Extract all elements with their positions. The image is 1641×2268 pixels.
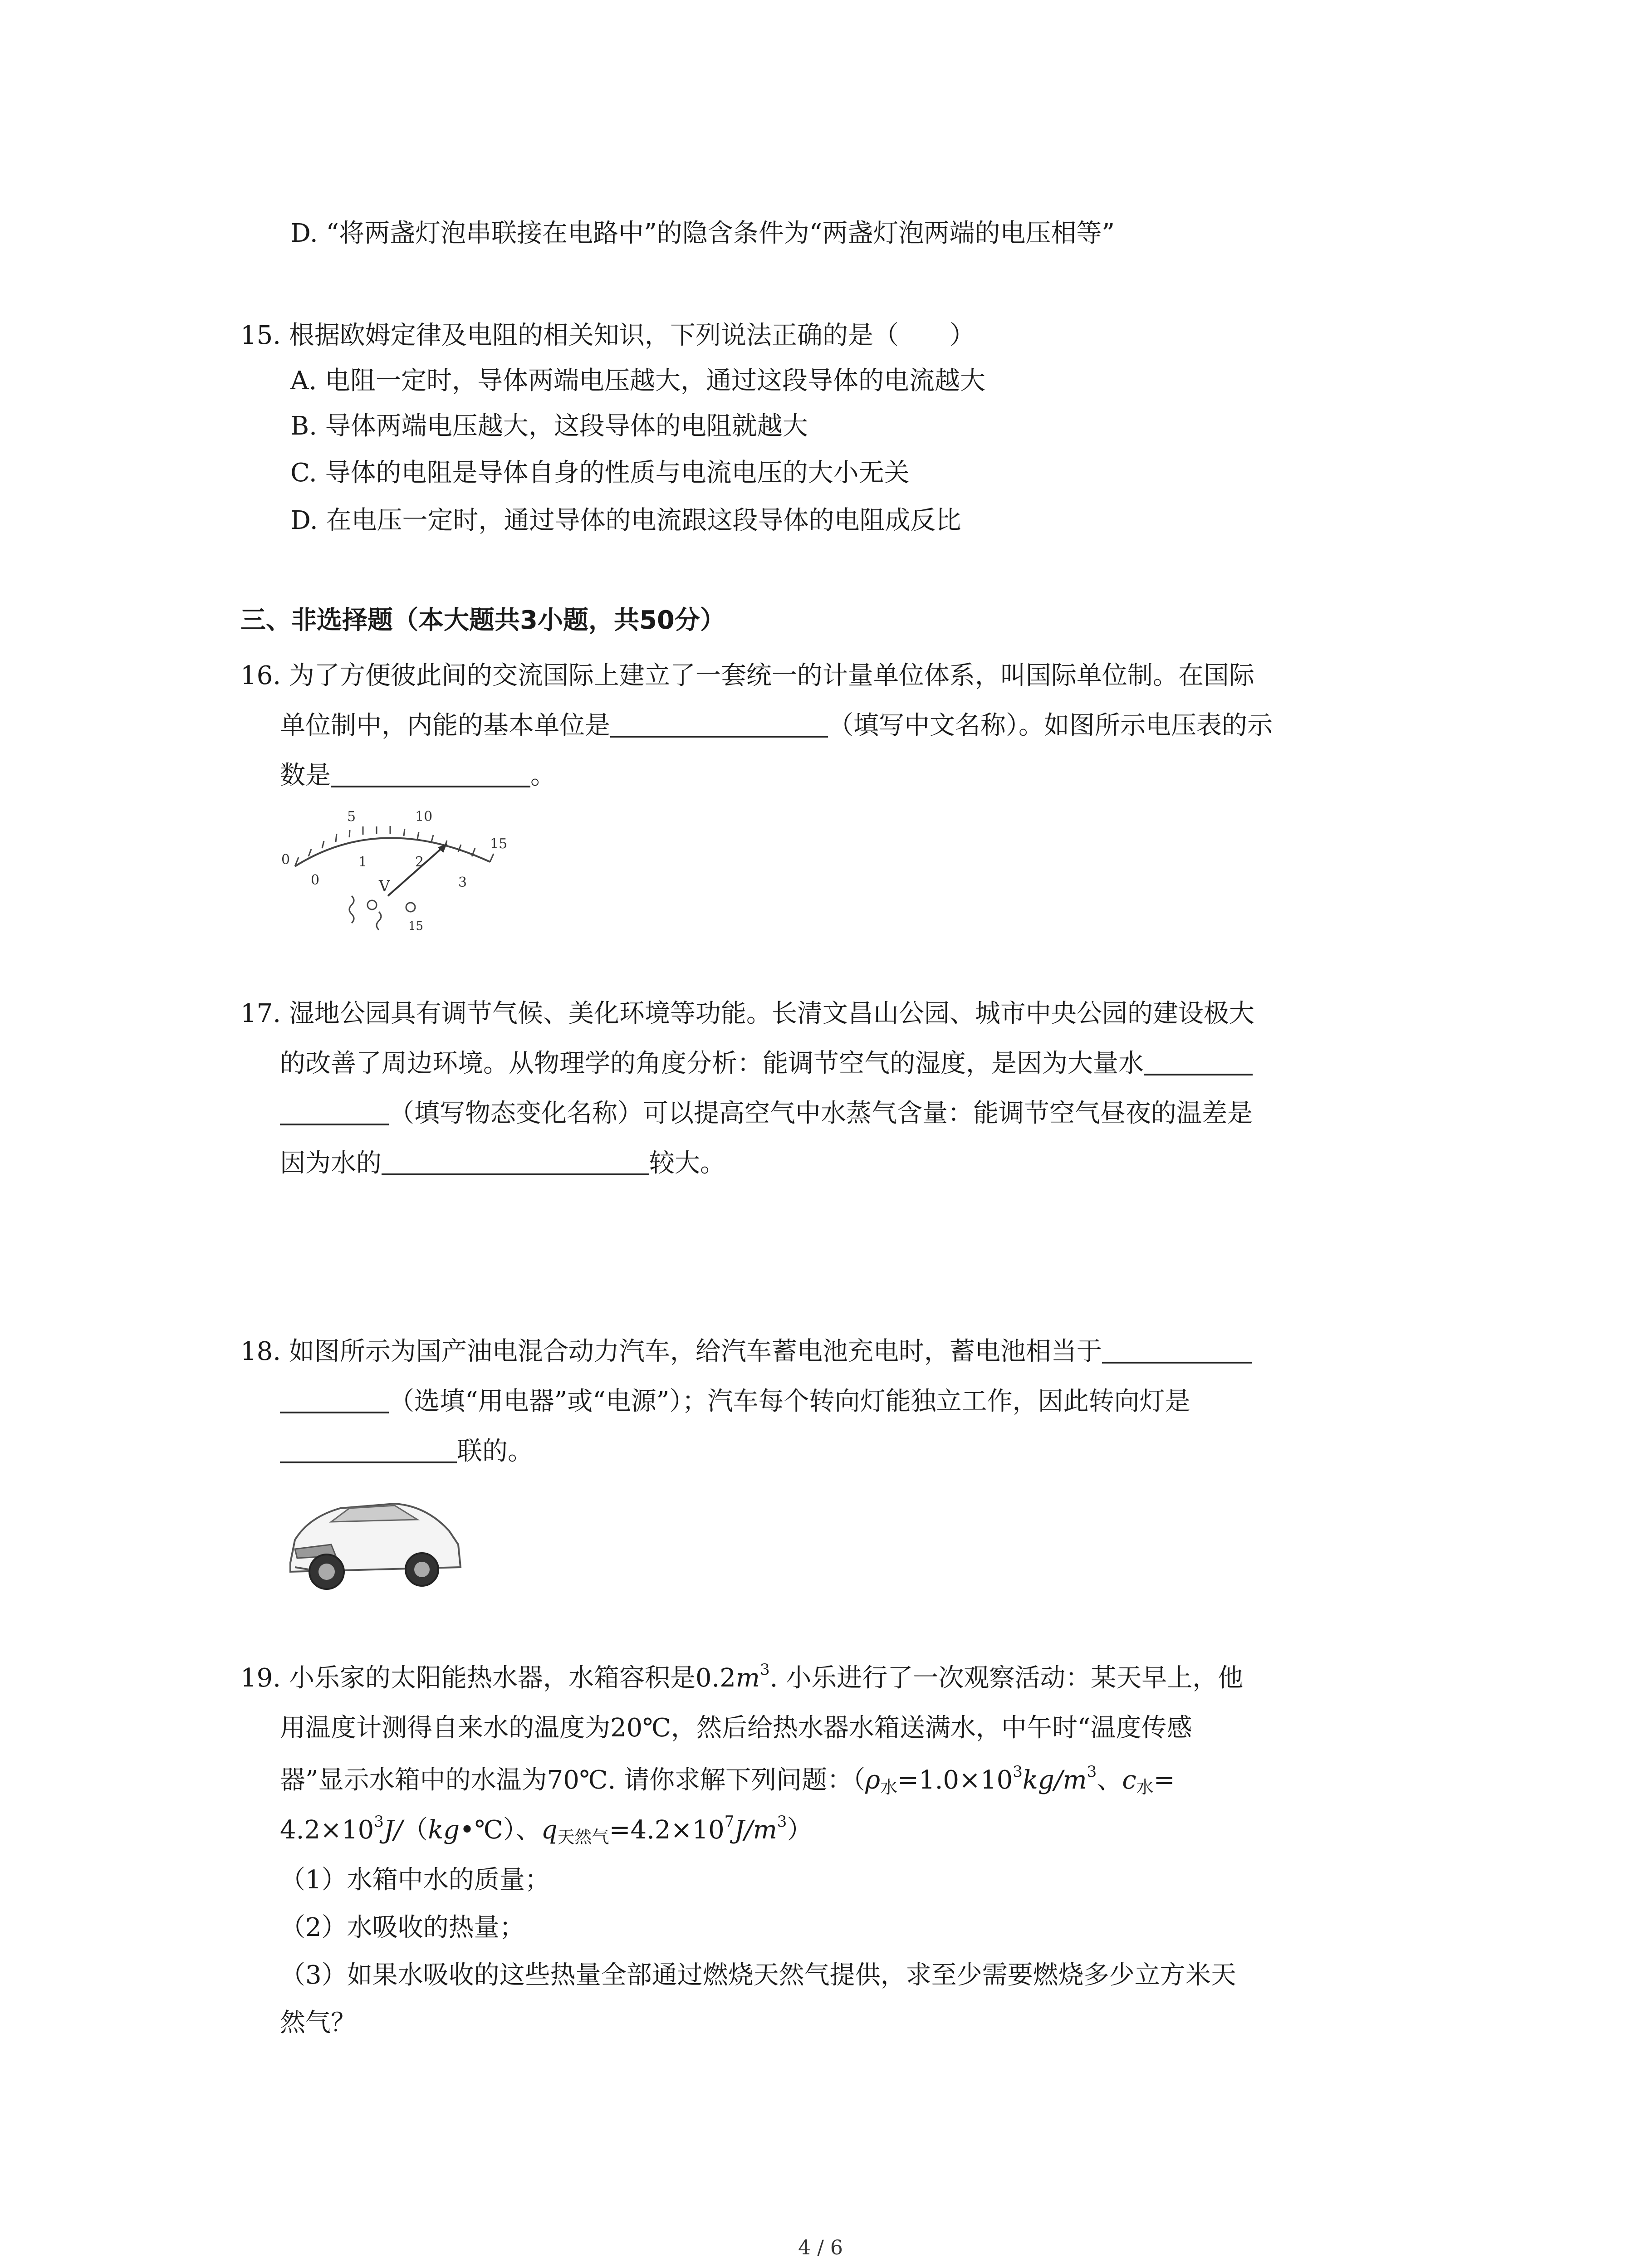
q18-line-2-text: （选填“用电器”或“电源”）；汽车每个转向灯能独立工作，因此转向灯是: [389, 1387, 1190, 1416]
voltmeter-needle: [388, 844, 447, 896]
q19-line-4: [280, 1812, 812, 1848]
voltmeter-terminals: [349, 896, 415, 930]
page-number: 4 / 6: [798, 2236, 843, 2259]
q19-q: q: [541, 1815, 558, 1845]
q19-rho-exp: 3: [1013, 1763, 1023, 1781]
q19-equals: =: [1153, 1765, 1175, 1795]
q15-option-d: D. 在电压一定时，通过导体的电流跟这段导体的电阻成反比: [290, 506, 961, 535]
q19-line-1: [240, 1660, 1243, 1696]
q19-separator: 、: [1097, 1765, 1122, 1795]
answer-blank-phase-change-b[interactable]: [280, 1096, 389, 1125]
q17-line-3: [280, 1095, 1253, 1132]
q19-c-value: 4.2×10: [280, 1815, 374, 1845]
voltmeter-ticks: [295, 826, 494, 866]
answer-blank-battery-role-a[interactable]: [1102, 1334, 1252, 1364]
q19-part-3: （3）如果水吸收的这些热量全部通过燃烧天然气提供，求至少需要燃烧多少立方米天: [280, 1960, 1236, 1990]
q19-line-1-text-a: 19. 小乐家的太阳能热水器，水箱容积是0.2: [240, 1663, 736, 1693]
q19-rho-unit: kg/m: [1022, 1765, 1087, 1795]
q16-line-2-text-b: （填写中文名称）。如图所示电压表的示: [828, 711, 1273, 740]
voltmeter-figure: [277, 798, 513, 934]
q19-part-2: （2）水吸收的热量；: [280, 1913, 525, 1942]
q14-option-d: D. “将两盏灯泡串联接在电路中”的隐含条件为“两盏灯泡两端的电压相等”: [290, 219, 1115, 248]
q17-line-4-text-b: 较大。: [649, 1149, 725, 1178]
q19-part-1: （1）水箱中水的质量；: [280, 1865, 550, 1895]
voltmeter-inner-tick-0: 0: [311, 872, 320, 888]
q19-line-3-text-a: 器”显示水箱中的水温为70℃. 请你求解下列问题：（: [280, 1765, 866, 1795]
q19-rho: ρ: [865, 1765, 881, 1795]
answer-blank-connection[interactable]: [280, 1434, 457, 1463]
q15-option-b: B. 导体两端电压越大，这段导体的电阻就越大: [290, 411, 808, 441]
q16-line-3-text-b: 。: [530, 761, 556, 790]
answer-blank-phase-change-a[interactable]: [1144, 1046, 1253, 1075]
q17-line-2-text: 的改善了周边环境。从物理学的角度分析：能调节空气的湿度，是因为大量水: [280, 1049, 1144, 1078]
q19-c-unit-c: •℃）、: [460, 1815, 541, 1845]
answer-blank-unit[interactable]: [610, 709, 828, 738]
q19-line-1-text-b: . 小乐进行了一次观察活动：某天早上，他: [769, 1663, 1244, 1693]
q17-line-4: [280, 1145, 725, 1182]
voltmeter-inner-tick-1: 1: [358, 854, 367, 870]
q17-line-2: [280, 1046, 1253, 1082]
q18-line-2: [280, 1383, 1190, 1420]
answer-blank-property[interactable]: [382, 1146, 649, 1175]
voltmeter-inner-tick-2: 2: [415, 854, 424, 870]
voltmeter-outer-tick-15: 15: [490, 836, 508, 852]
q18-line-3-text: 联的。: [457, 1437, 533, 1466]
section-3-title: 三、非选择题（本大题共3小题，共50分）: [240, 606, 725, 635]
voltmeter-terminal-label: 15: [408, 919, 424, 933]
q16-line-1: 16. 为了方便彼此间的交流国际上建立了一套统一的计量单位体系，叫国际单位制。在国际: [240, 661, 1254, 690]
q19-q-exp: 7: [724, 1813, 735, 1831]
q19-c-unit-j: J/: [383, 1815, 403, 1845]
q16-line-2: [280, 708, 1273, 744]
q19-c-exp: 3: [374, 1813, 384, 1831]
q19-unit-m: m: [735, 1663, 760, 1693]
q19-rho-unit-exp: 3: [1087, 1763, 1097, 1781]
q19-unit-exp: 3: [760, 1661, 770, 1679]
q16-line-2-text-a: 单位制中，内能的基本单位是: [280, 711, 610, 740]
q19-close-paren: ）: [787, 1815, 813, 1845]
q19-c: c: [1122, 1765, 1136, 1795]
voltmeter-symbol: V: [379, 877, 390, 895]
voltmeter-outer-tick-10: 10: [415, 809, 433, 825]
q19-q-value: =4.2×10: [609, 1815, 725, 1845]
answer-blank-battery-role-b[interactable]: [280, 1384, 389, 1413]
q17-line-1: 17. 湿地公园具有调节气候、美化环境等功能。长清文昌山公园、城市中央公园的建设极大: [240, 999, 1254, 1028]
q19-rho-sub: 水: [880, 1777, 898, 1797]
voltmeter-outer-tick-0: 0: [281, 852, 290, 868]
q19-line-2: 用温度计测得自来水的温度为20℃，然后给热水器水箱送满水，中午时“温度传感: [280, 1713, 1192, 1743]
q18-line-1: [240, 1334, 1252, 1370]
voltmeter-outer-tick-5: 5: [347, 809, 356, 825]
voltmeter-inner-tick-3: 3: [458, 875, 467, 890]
q18-line-3: [280, 1433, 533, 1470]
q15-stem: 15. 根据欧姆定律及电阻的相关知识，下列说法正确的是（ ）: [240, 321, 975, 350]
q18-line-1-text: 18. 如图所示为国产油电混合动力汽车，给汽车蓄电池充电时，蓄电池相当于: [240, 1337, 1102, 1366]
q19-q-unit-exp: 3: [777, 1813, 787, 1831]
answer-blank-voltmeter[interactable]: [331, 758, 530, 787]
q15-option-c: C. 导体的电阻是导体自身的性质与电流电压的大小无关: [290, 458, 910, 488]
q19-c-unit-kg: kg: [428, 1815, 460, 1845]
car-icon: [277, 1476, 467, 1603]
q19-paren: （: [402, 1815, 428, 1845]
q19-rho-value: =1.0×10: [897, 1765, 1013, 1795]
q16-line-3: [280, 758, 556, 794]
q16-line-3-text-a: 数是: [280, 761, 331, 790]
q19-c-sub: 水: [1136, 1777, 1154, 1797]
q19-q-unit: J/m: [734, 1815, 777, 1845]
q15-option-a: A. 电阻一定时，导体两端电压越大，通过这段导体的电流越大: [290, 366, 986, 396]
q17-line-4-text-a: 因为水的: [280, 1149, 382, 1178]
q17-line-3-text: （填写物态变化名称）可以提高空气中水蒸气含量：能调节空气昼夜的温差是: [389, 1099, 1253, 1128]
q19-line-3: [280, 1762, 1175, 1799]
q19-part-3-cont: 然气？: [280, 2008, 356, 2038]
q19-q-sub: 天然气: [557, 1827, 609, 1847]
